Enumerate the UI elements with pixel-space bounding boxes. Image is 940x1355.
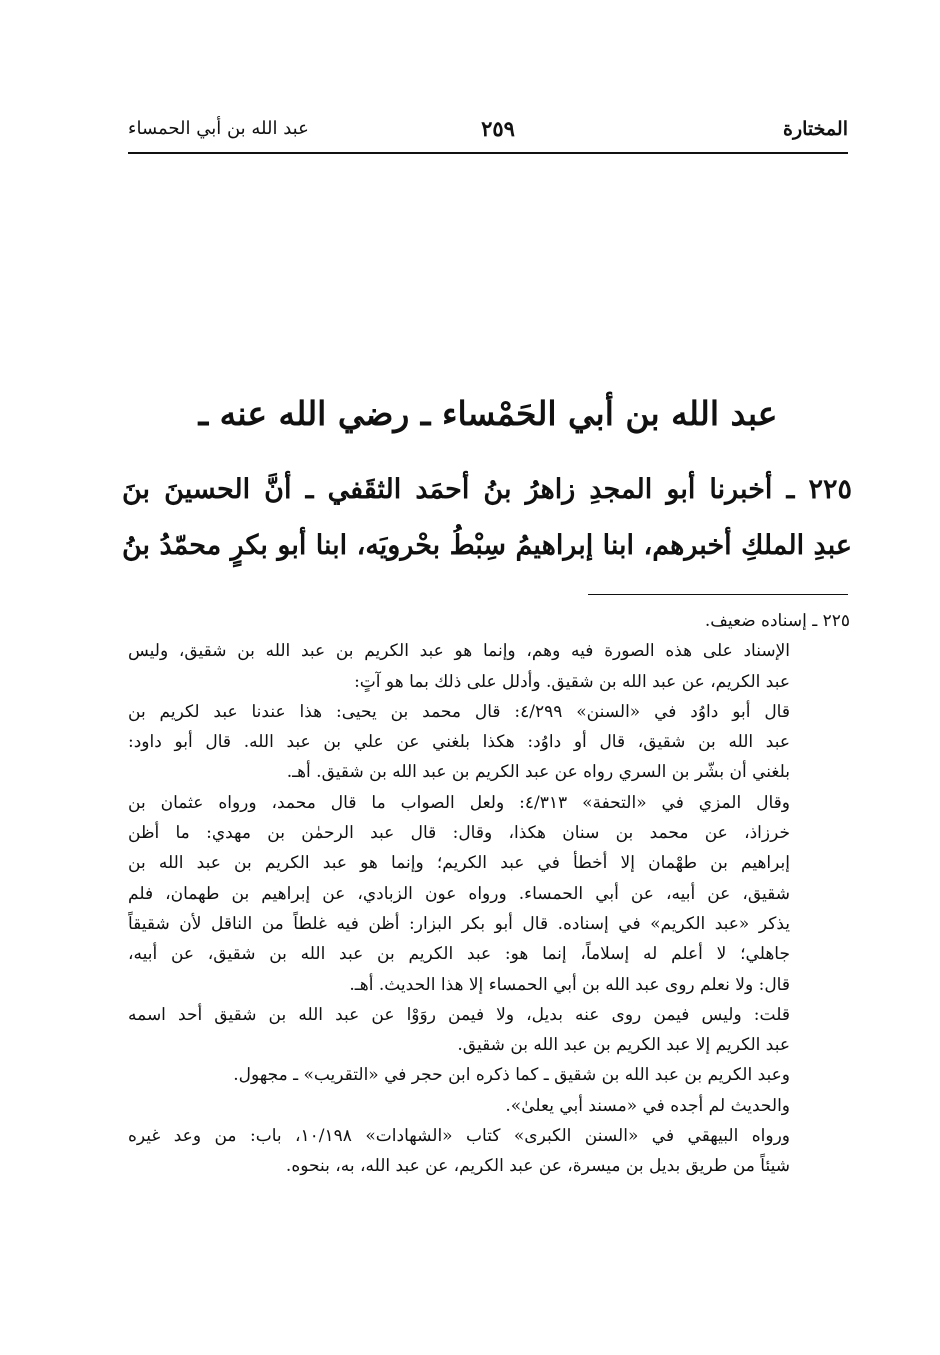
running-header (128, 118, 848, 154)
footnote-line: وقال المزي في «التحفة» ٤/٣١٣: ولعل الصواب ما قال محمد، ورواه عثمان بن (128, 792, 790, 813)
footnote-line: عبد الله بن شقيق، قال أو داوُد: هكذا بلغني عن علي بن عبد الله. قال أبو داود: (128, 732, 790, 753)
footnote-line: قلت: وليس فيمن روى عنه بديل، ولا فيمن روَوْا عن عبد الله بن شقيق أحد اسمه (128, 1004, 790, 1025)
footnote-line: قال أبو داوُد في «السنن» ٤/٢٩٩: قال محمد بن يحيى: هذا عندنا عبد لكريم بن (128, 701, 790, 722)
footnote-line: جاهلي؛ لا أعلم له إسلاماً، إنما هو: عبد الكريم بن عبد الله بن شقيق، عن أبيه، (128, 944, 790, 965)
footnote-line: خرزاذ، عن محمد بن سنان هكذا، وقال: قال عبد الرحمٰن بن مهدي: ما أظن (128, 823, 790, 844)
footnote-line: وعبد الكريم بن عبد الله بن شقيق ـ كما ذكره ابن حجر في «التقريب» ـ مجهول. (233, 1065, 790, 1086)
footnote-line: ورواه البيهقي في «السنن الكبرى» كتاب «الشهادات» ١٠/١٩٨، باب: من وعد غيره (128, 1126, 791, 1147)
chapter-title: عبد الله بن أبي الحَمْساء ـ رضي الله عنه ـ (198, 394, 778, 433)
hadith-line-1-text: ـ أخبرنا أبو المجدِ زاهرُ بنُ أحمَد الثقَفي ـ أنَّ الحسينَ بنَ (122, 474, 795, 505)
footnote-line: عبد الكريم، عن عبد الله بن شقيق. وأدلل على ذلك بما هو آتٍ: (354, 671, 790, 692)
footnote-line: شيئاً من طريق بديل بن ميسرة، عن عبد الكريم، عن عبد الله، به، بنحوه. (285, 1156, 790, 1177)
footnote-separator (588, 594, 848, 595)
footnote-line: شقيق، عن أبيه، عن أبي الحمساء. ورواه عون الزبادي، عن إبراهيم بن طهمان، فلم (128, 883, 790, 904)
hadith-text (122, 462, 852, 574)
hadith-number: ٢٢٥ (808, 474, 852, 505)
footnote-heading: ٢٢٥ ـ إسناده ضعيف. (704, 611, 850, 631)
footnote-line: عبد الكريم إلا عبد الكريم بن عبد الله بن شقيق. (457, 1035, 790, 1056)
footnote-line: بلغني أن بشّر بن السري رواه عن عبد الكريم بن عبد الله بن شقيق. أهـ. (286, 762, 790, 783)
footnote-line: يذكر «عبد الكريم» في إسناده. قال أبو بكر البزار: أظن فيه غلطاً من الناقل لأن شقيقاً (128, 913, 790, 934)
page-number: ٢٥٩ (481, 116, 515, 141)
footnote-line: الإسناد على هذه الصورة فيه وهم، وإنما هو عبد الكريم بن عبد الله بن شقيق، وليس (128, 641, 790, 662)
hadith-line-1 (122, 462, 852, 518)
footnote-line: قال: ولا نعلم روى عبد الله بن أبي الحمساء إلا هذا الحديث. أهـ. (349, 974, 790, 995)
hadith-line-2: عبدِ الملكِ أخبرهم، ابنا إبراهيمُ سِبْطُ بحْرويَه، ابنا أبو بكرٍ محمّدُ بنُ (122, 530, 852, 561)
footnotes (128, 606, 850, 1182)
footnote-line: والحديث لم أجده في «مسند أبي يعلىٰ». (505, 1095, 790, 1116)
footnote-line: إبراهيم بن طهْمان إلا أخطأ في عبد الكريم؛ وإنما هو عبد الكريم بن عبد الله بن (128, 853, 790, 874)
header-book-title: المختارة (783, 118, 848, 140)
header-section-title: عبد الله بن أبي الحمساء (128, 118, 309, 139)
